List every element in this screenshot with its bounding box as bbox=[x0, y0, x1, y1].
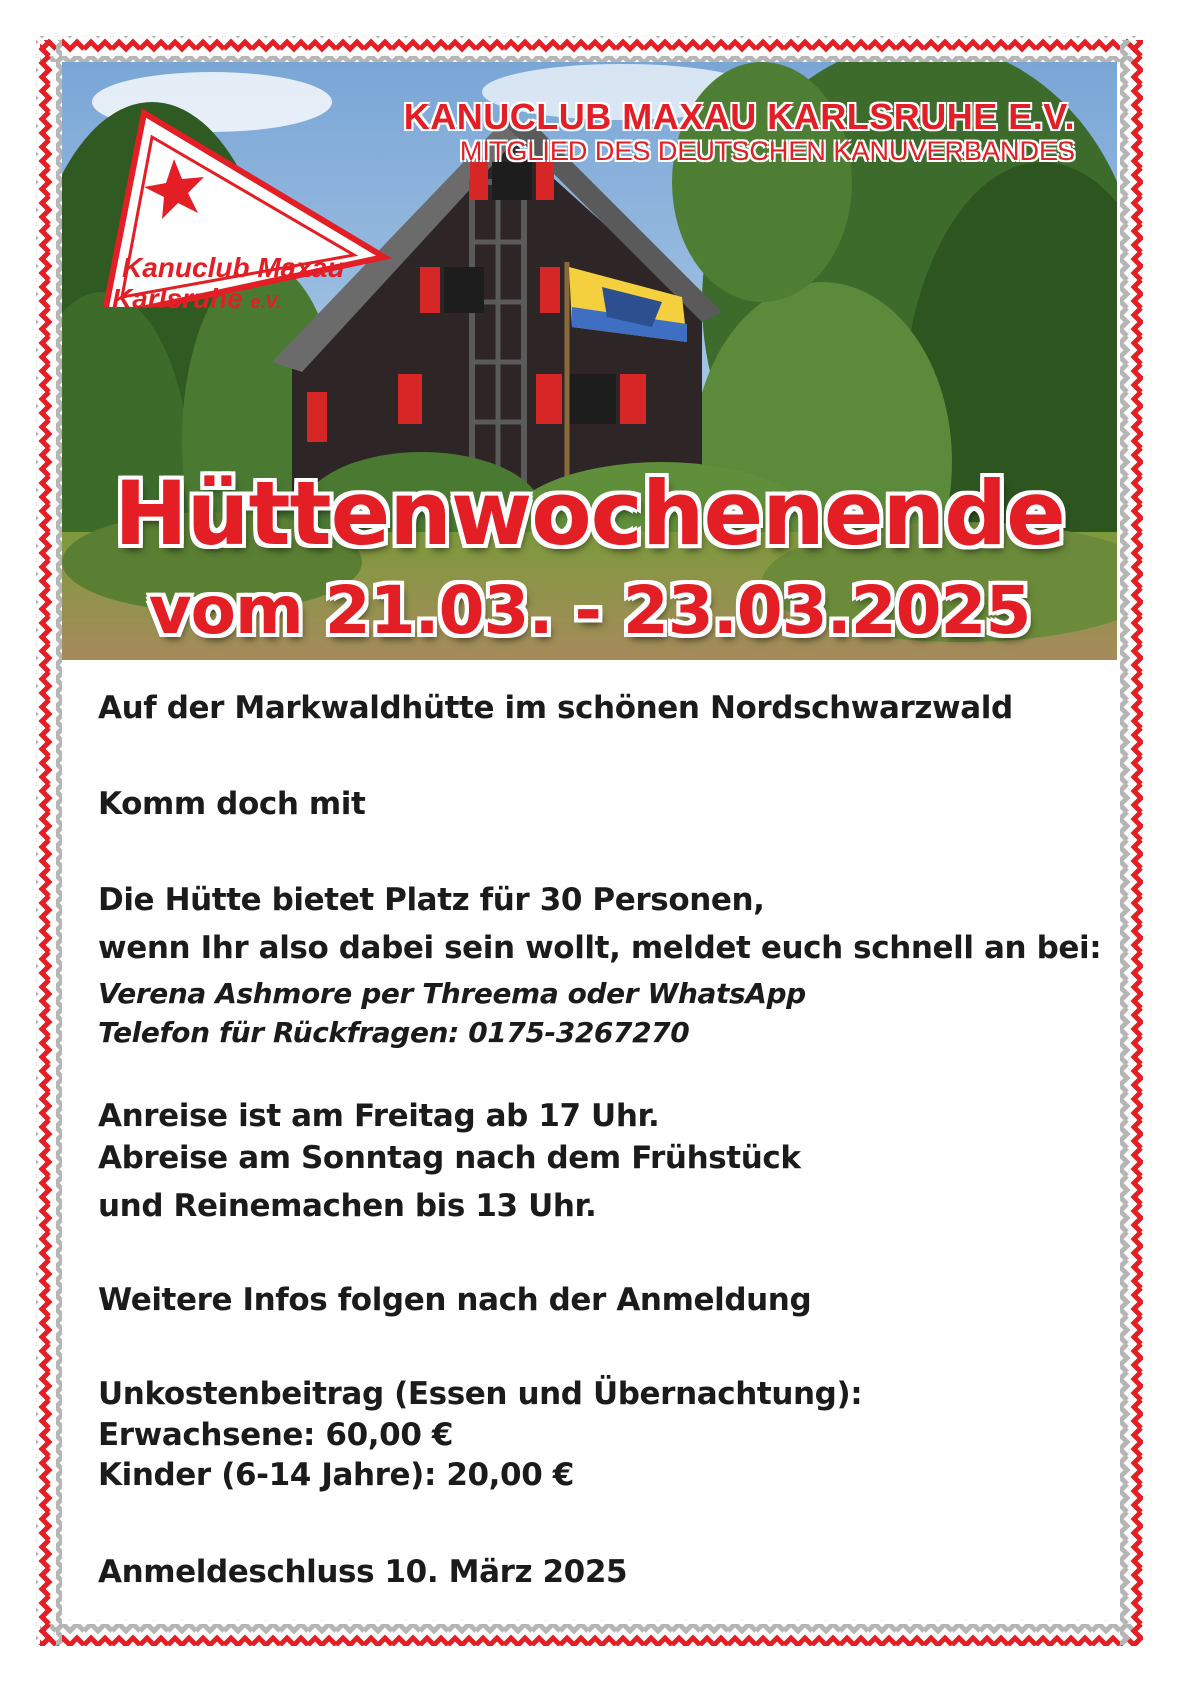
contact-line-2: Telefon für Rückfragen: 0175-3267270 bbox=[98, 1016, 690, 1049]
departure-line-2: und Reinemachen bis 13 Uhr. bbox=[98, 1188, 597, 1224]
departure-line-1: Abreise am Sonntag nach dem Frühstück bbox=[98, 1140, 801, 1176]
contact-line-1: Verena Ashmore per Threema oder WhatsApp bbox=[98, 977, 806, 1010]
cost-heading: Unkostenbeitrag (Essen und Übernachtung): bbox=[98, 1376, 863, 1412]
logo-suffix: e.V. bbox=[250, 292, 281, 312]
club-membership: MITGLIED DES DEUTSCHEN KANUVERBANDES bbox=[459, 136, 1075, 166]
club-name: KANUCLUB MAXAU KARLSRUHE E.V. bbox=[403, 96, 1075, 137]
club-header bbox=[404, 98, 1075, 166]
event-dates: vom 21.03. - 23.03.2025 bbox=[148, 572, 1031, 649]
cost-adults: Erwachsene: 60,00 € bbox=[98, 1417, 454, 1453]
club-logo bbox=[84, 107, 394, 314]
registration-deadline: Anmeldeschluss 10. März 2025 bbox=[98, 1554, 628, 1590]
location-text: Auf der Markwaldhütte im schönen Nordschwarzwald bbox=[98, 690, 1013, 726]
invite-text: Komm doch mit bbox=[98, 786, 366, 822]
header-photo bbox=[62, 62, 1117, 660]
logo-line-1: Kanuclub Maxau bbox=[122, 252, 345, 283]
capacity-line-1: Die Hütte bietet Platz für 30 Personen, bbox=[98, 882, 765, 918]
more-info-text: Weitere Infos folgen nach der Anmeldung bbox=[98, 1282, 812, 1318]
logo-line-2-text: Karlsruhe bbox=[112, 283, 243, 314]
arrival-text: Anreise ist am Freitag ab 17 Uhr. bbox=[98, 1098, 660, 1134]
capacity-line-2: wenn Ihr also dabei sein wollt, meldet euch schnell an bei: bbox=[98, 930, 1102, 966]
cost-children: Kinder (6-14 Jahre): 20,00 € bbox=[98, 1457, 574, 1493]
logo-line-2 bbox=[112, 283, 281, 315]
event-title: Hüttenwochenende bbox=[114, 462, 1065, 565]
